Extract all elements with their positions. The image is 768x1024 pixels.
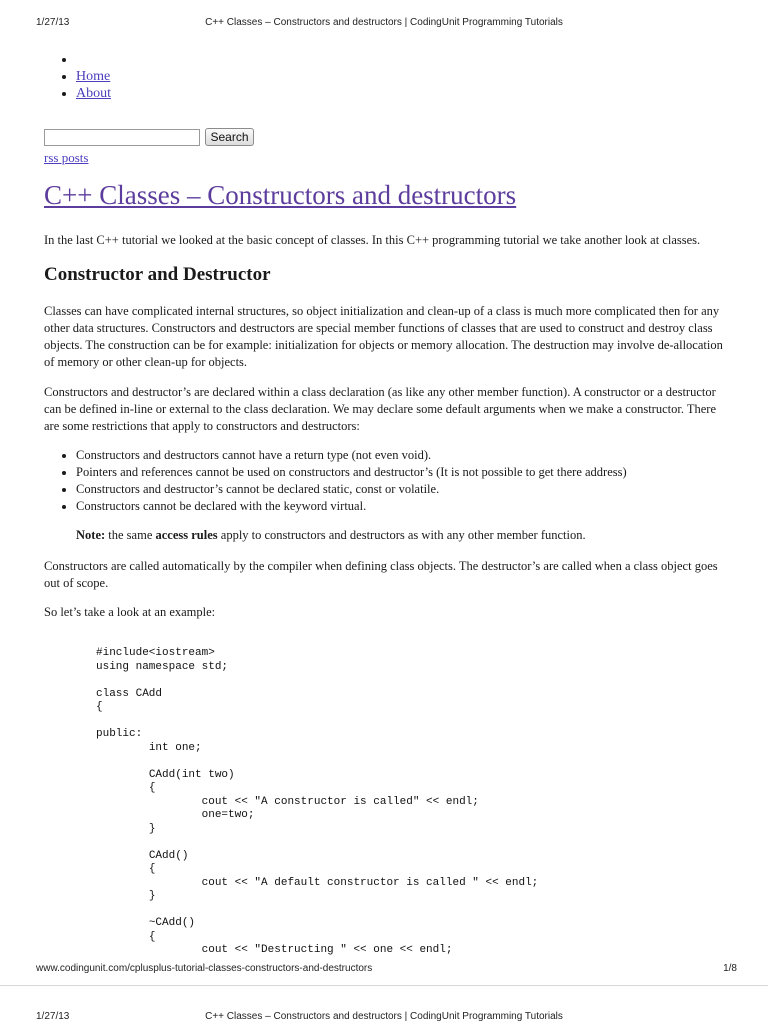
note-label: Note: [76,528,106,542]
note-text-before: the same [105,528,156,542]
paragraph-4: So let’s take a look at an example: [44,605,216,619]
nav-item-empty [76,51,111,68]
code-example: #include<iostream> using namespace std; class CAdd { public: int one; CAdd(int two) { cout << "A constructor is called" << endl; one=two; } CAdd() { cout << "A default constructor is called " << endl; } ~CAdd() { cout << "Destructing " << one << endl; [96,647,539,956]
nav-item-home[interactable] [76,68,111,85]
paragraph-1: Classes can have complicated internal structures, so object initialization and clean-up of a class is much more complicated then for any other data structures. Constructors and destructors are special member functions of classes that are used to construct and destroy class objects. The construction can be for example: initialization for objects or memory allocation. The destruction may involve de-allocation of memory or other clean-up for objects. [44,304,723,369]
paragraph-2: Constructors and destructor’s are declared within a class declaration (as like any other member function). A constructor or a destructor can be defined in-line or external to the class declaration. We may declare some default arguments when we make a constructor. There are some restrictions that apply to constructors and destructors: [44,385,716,433]
page-number: 1/8 [723,963,737,974]
paragraph-3: Constructors are called automatically by the compiler when defining class objects. The destructor’s are called when a class object goes out of scope. [44,559,718,590]
nav-item-about[interactable] [76,85,111,102]
next-page-title: C++ Classes – Constructors and destructors | CodingUnit Programming Tutorials [205,1011,563,1022]
note-bold-term: access rules [155,528,218,542]
page-divider [0,985,768,986]
home-link[interactable]: Home [76,69,111,84]
note-text-after: apply to constructors and destructors as with any other member function. [217,528,586,542]
search-button[interactable]: Search [205,128,254,146]
section-heading: Constructor and Destructor [44,264,271,285]
restrictions-list [44,447,756,515]
page-url: www.codingunit.com/cplusplus-tutorial-classes-constructors-and-destructors [36,963,373,974]
print-date: 1/27/13 [36,17,70,28]
list-item: • Pointers and references cannot be used on constructors and destructor’s (It is not possible to get there address) [76,464,756,481]
next-page-date: 1/27/13 [36,1011,70,1022]
rss-posts-link[interactable]: rss posts [44,150,89,165]
list-item: • Constructors and destructors cannot have a return type (not even void). [76,447,756,464]
note-block [76,527,586,544]
list-item: • Constructors cannot be declared with the keyword virtual. [76,498,756,515]
intro-paragraph: In the last C++ tutorial we looked at the basic concept of classes. In this C++ programming tutorial we take another look at classes. [44,233,701,247]
article-title[interactable]: C++ Classes – Constructors and destructors [44,180,517,210]
print-title: C++ Classes – Constructors and destructors | CodingUnit Programming Tutorials [205,17,563,28]
about-link[interactable]: About [76,86,111,101]
search-input[interactable] [44,129,200,146]
nav-menu [44,51,111,102]
list-item: • Constructors and destructor’s cannot be declared static, const or volatile. [76,481,756,498]
